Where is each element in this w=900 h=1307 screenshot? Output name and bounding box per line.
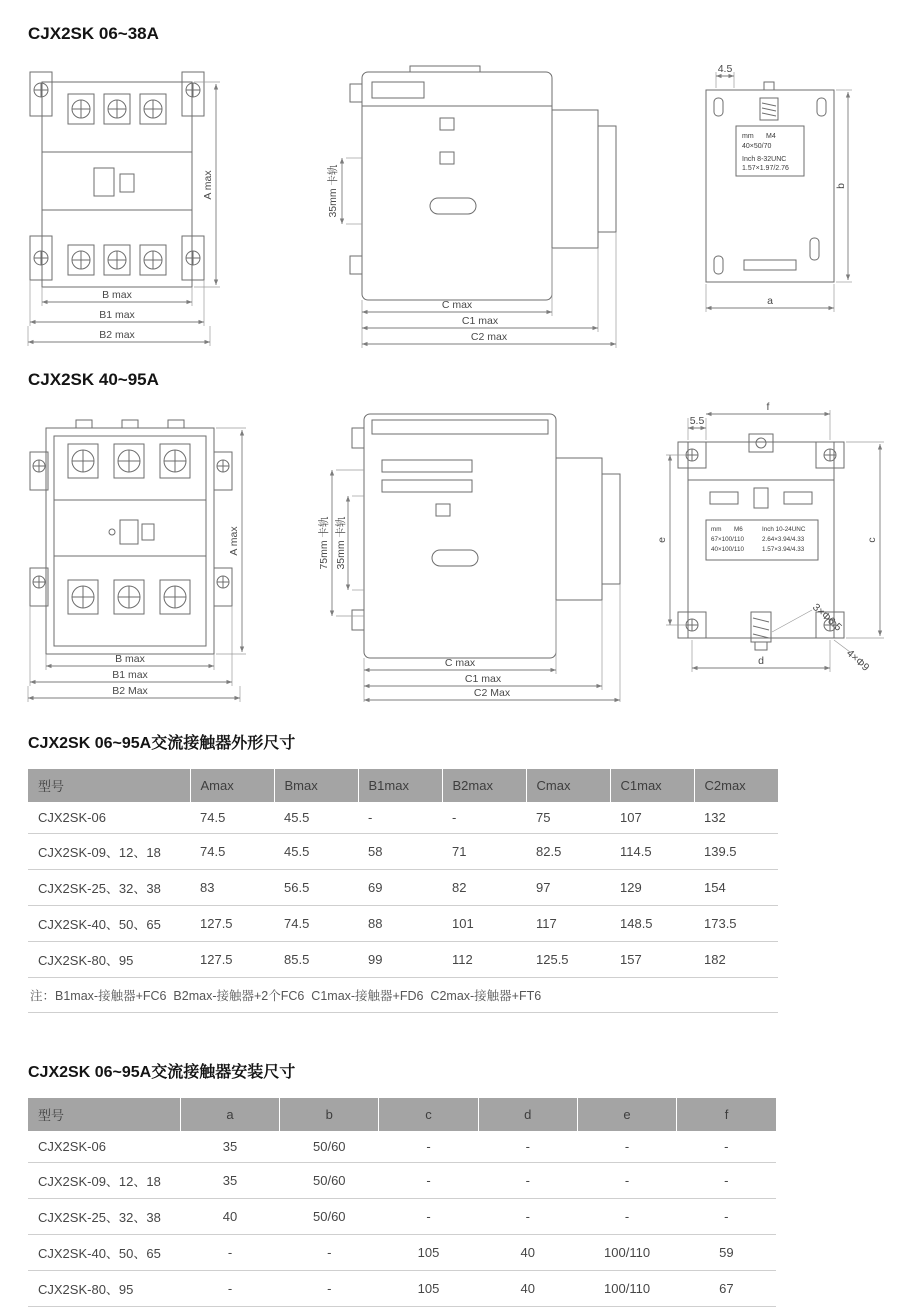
value-cell: -: [577, 1199, 676, 1235]
column-header-d: d: [478, 1098, 577, 1131]
model-cell: CJX2SK-09、12、18: [28, 1163, 180, 1199]
value-cell: -: [180, 1235, 279, 1271]
model-cell: CJX2SK-80、95: [28, 1271, 180, 1307]
dim-label-e: e: [656, 537, 668, 543]
value-cell: 100/110: [577, 1271, 676, 1307]
column-header-amax: Amax: [190, 769, 274, 802]
table-row: [28, 834, 778, 870]
value-cell: 127.5: [190, 906, 274, 942]
dim-label-b-max: B max: [115, 653, 145, 665]
dim-label-5-5: 5.5: [689, 415, 705, 427]
table-header-row: [28, 1098, 776, 1131]
value-cell: 82.5: [526, 834, 610, 870]
value-cell: -: [677, 1131, 776, 1163]
front-view-drawing-06-38: [28, 60, 224, 352]
dim-label-a: a: [767, 295, 773, 307]
value-cell: 56.5: [274, 870, 358, 906]
table-row: [28, 1199, 776, 1235]
outline-dimensions-table: [28, 769, 778, 1013]
front-view-drawing-40-95: [28, 400, 260, 702]
value-cell: 45.5: [274, 834, 358, 870]
value-cell: 105: [379, 1235, 478, 1271]
table1-note: 注：B1max-接触器+FC6 B2max-接触器+2个FC6 C1max-接触器+FD6 C2max-接触器+FT6: [28, 978, 778, 1013]
column-header-b: b: [280, 1098, 379, 1131]
table-row: [28, 1271, 776, 1307]
table-row: [28, 1163, 776, 1199]
spec-thread-metric: M6: [734, 526, 743, 533]
mounting-dimensions-title: CJX2SK 06~95A交流接触器安装尺寸: [28, 1064, 296, 1081]
model-cell: CJX2SK-06: [28, 1131, 180, 1163]
dim-label-c1-max: C1 max: [464, 673, 502, 685]
column-header-bmax: Bmax: [274, 769, 358, 802]
front-view-dimensions: [28, 82, 220, 346]
spec-mm-label: mm: [711, 526, 722, 533]
value-cell: 182: [694, 942, 778, 978]
dim-label-a-max: A max: [202, 170, 214, 200]
model-cell: CJX2SK-06: [28, 802, 190, 834]
value-cell: 129: [610, 870, 694, 906]
value-cell: 85.5: [274, 942, 358, 978]
value-cell: -: [577, 1131, 676, 1163]
value-cell: -: [379, 1163, 478, 1199]
value-cell: 67: [677, 1271, 776, 1307]
model-cell: CJX2SK-80、95: [28, 942, 190, 978]
contactor-front-body: [30, 72, 204, 287]
mounting-spec-text: [742, 133, 789, 172]
mounting-dimensions-table: [28, 1098, 776, 1307]
value-cell: 99: [358, 942, 442, 978]
dim-label-d: d: [758, 655, 764, 667]
value-cell: -: [280, 1271, 379, 1307]
column-header-model: 型号: [28, 1098, 180, 1131]
value-cell: 40: [180, 1199, 279, 1235]
value-cell: 40: [478, 1235, 577, 1271]
value-cell: -: [379, 1199, 478, 1235]
value-cell: -: [478, 1131, 577, 1163]
table-header-row: [28, 769, 778, 802]
model-cell: CJX2SK-09、12、18: [28, 834, 190, 870]
table-row: [28, 1235, 776, 1271]
value-cell: -: [577, 1163, 676, 1199]
table-row: [28, 870, 778, 906]
column-header-a: a: [180, 1098, 279, 1131]
model-cell: CJX2SK-40、50、65: [28, 906, 190, 942]
value-cell: 69: [358, 870, 442, 906]
dim-label-rail-75mm: 75mm 卡轨: [318, 516, 330, 570]
column-header-f: f: [677, 1098, 776, 1131]
column-header-c2max: C2max: [694, 769, 778, 802]
value-cell: -: [677, 1199, 776, 1235]
model-cell: CJX2SK-40、50、65: [28, 1235, 180, 1271]
spec-thread-inch: Inch 10-24UNC: [762, 526, 806, 533]
spec-size-metric-1: 67×100/110: [711, 536, 744, 543]
value-cell: 127.5: [190, 942, 274, 978]
value-cell: 100/110: [577, 1235, 676, 1271]
value-cell: 148.5: [610, 906, 694, 942]
section2-title: CJX2SK 40~95A: [28, 370, 159, 389]
table-note-row: [28, 978, 778, 1013]
spec-mm-label: mm: [742, 133, 754, 140]
value-cell: -: [280, 1235, 379, 1271]
value-cell: 139.5: [694, 834, 778, 870]
table-row: [28, 906, 778, 942]
spec-size-metric-2: 40×100/110: [711, 546, 744, 553]
value-cell: 50/60: [280, 1163, 379, 1199]
value-cell: 74.5: [190, 802, 274, 834]
column-header-b1max: B1max: [358, 769, 442, 802]
dim-label-b: b: [835, 183, 847, 189]
value-cell: 173.5: [694, 906, 778, 942]
section1-title: CJX2SK 06~38A: [28, 24, 159, 43]
value-cell: 97: [526, 870, 610, 906]
value-cell: 157: [610, 942, 694, 978]
value-cell: 101: [442, 906, 526, 942]
dim-label-f: f: [766, 401, 770, 413]
back-view-dimensions: [706, 63, 852, 312]
dim-label-b-max: B max: [102, 289, 132, 301]
model-cell: CJX2SK-25、32、38: [28, 870, 190, 906]
value-cell: 132: [694, 802, 778, 834]
value-cell: -: [478, 1199, 577, 1235]
column-header-cmax: Cmax: [526, 769, 610, 802]
value-cell: -: [180, 1271, 279, 1307]
value-cell: 88: [358, 906, 442, 942]
value-cell: -: [677, 1163, 776, 1199]
value-cell: 35: [180, 1163, 279, 1199]
spec-size-inch-1: 2.64×3.94/4.33: [762, 536, 805, 543]
dim-label-c-max: C max: [441, 299, 473, 311]
spec-size-inch-2: 1.57×3.94/4.33: [762, 546, 805, 553]
outline-dimensions-title: CJX2SK 06~95A交流接触器外形尺寸: [28, 735, 296, 752]
dim-label-a-max: A max: [228, 526, 240, 556]
mounting-spec-text-large: [711, 526, 806, 553]
value-cell: 59: [677, 1235, 776, 1271]
contactor-side-body: [350, 66, 616, 300]
dim-label-b1-max: B1 max: [112, 669, 148, 681]
dim-label-c: c: [866, 537, 878, 543]
value-cell: -: [358, 802, 442, 834]
side-view-drawing-40-95: [286, 400, 638, 702]
value-cell: 45.5: [274, 802, 358, 834]
spec-thread-metric: M4: [766, 133, 776, 140]
value-cell: -: [379, 1131, 478, 1163]
model-cell: CJX2SK-25、32、38: [28, 1199, 180, 1235]
back-view-drawing-40-95: [654, 400, 890, 702]
value-cell: 82: [442, 870, 526, 906]
column-header-e: e: [577, 1098, 676, 1131]
value-cell: 112: [442, 942, 526, 978]
value-cell: 105: [379, 1271, 478, 1307]
value-cell: -: [442, 802, 526, 834]
contactor-side-body-large: [352, 414, 620, 658]
dim-label-c2-max: C2 max: [470, 331, 508, 343]
contactor-back-body: [706, 82, 834, 282]
dim-label-rail-35mm: 35mm 卡轨: [335, 516, 347, 570]
spec-size-inch: 1.57×1.97/2.76: [742, 165, 789, 172]
value-cell: 50/60: [280, 1131, 379, 1163]
dim-label-b2-max: B2 max: [99, 329, 135, 341]
value-cell: 154: [694, 870, 778, 906]
hole-label-4x9: 4×Φ9: [843, 647, 872, 674]
value-cell: 74.5: [274, 906, 358, 942]
table-row: [28, 802, 778, 834]
column-header-b2max: B2max: [442, 769, 526, 802]
dim-label-b2-max: B2 Max: [112, 685, 148, 697]
value-cell: 35: [180, 1131, 279, 1163]
back-view-drawing-06-38: [688, 62, 860, 330]
column-header-model: 型号: [28, 769, 190, 802]
value-cell: 107: [610, 802, 694, 834]
value-cell: 40: [478, 1271, 577, 1307]
value-cell: 74.5: [190, 834, 274, 870]
value-cell: 58: [358, 834, 442, 870]
dim-label-4-5: 4.5: [717, 63, 733, 75]
value-cell: 117: [526, 906, 610, 942]
hole-label-3x6-5: 3×Φ6.5: [809, 601, 844, 634]
value-cell: 50/60: [280, 1199, 379, 1235]
side-view-drawing-06-38: [290, 58, 622, 350]
dim-label-c-max: C max: [444, 657, 476, 669]
column-header-c1max: C1max: [610, 769, 694, 802]
drawings-06-38a: [28, 54, 872, 354]
dim-label-b1-max: B1 max: [99, 309, 135, 321]
side-view-dimensions: [326, 158, 616, 348]
value-cell: 71: [442, 834, 526, 870]
dim-label-rail-35mm: 35mm 卡轨: [327, 164, 339, 218]
value-cell: 114.5: [610, 834, 694, 870]
value-cell: 75: [526, 802, 610, 834]
dim-label-c2-max: C2 Max: [473, 687, 511, 699]
value-cell: 83: [190, 870, 274, 906]
dim-label-c1-max: C1 max: [461, 315, 499, 327]
table-row: [28, 942, 778, 978]
spec-size-metric: 40×50/70: [742, 143, 772, 150]
column-header-c: c: [379, 1098, 478, 1131]
contactor-front-body-large: [30, 420, 232, 654]
drawings-40-95a: [28, 400, 878, 706]
table-row: [28, 1131, 776, 1163]
side-view-dimensions-large: [317, 470, 620, 702]
value-cell: -: [478, 1163, 577, 1199]
value-cell: 125.5: [526, 942, 610, 978]
spec-thread-inch: Inch 8-32UNC: [742, 156, 787, 163]
